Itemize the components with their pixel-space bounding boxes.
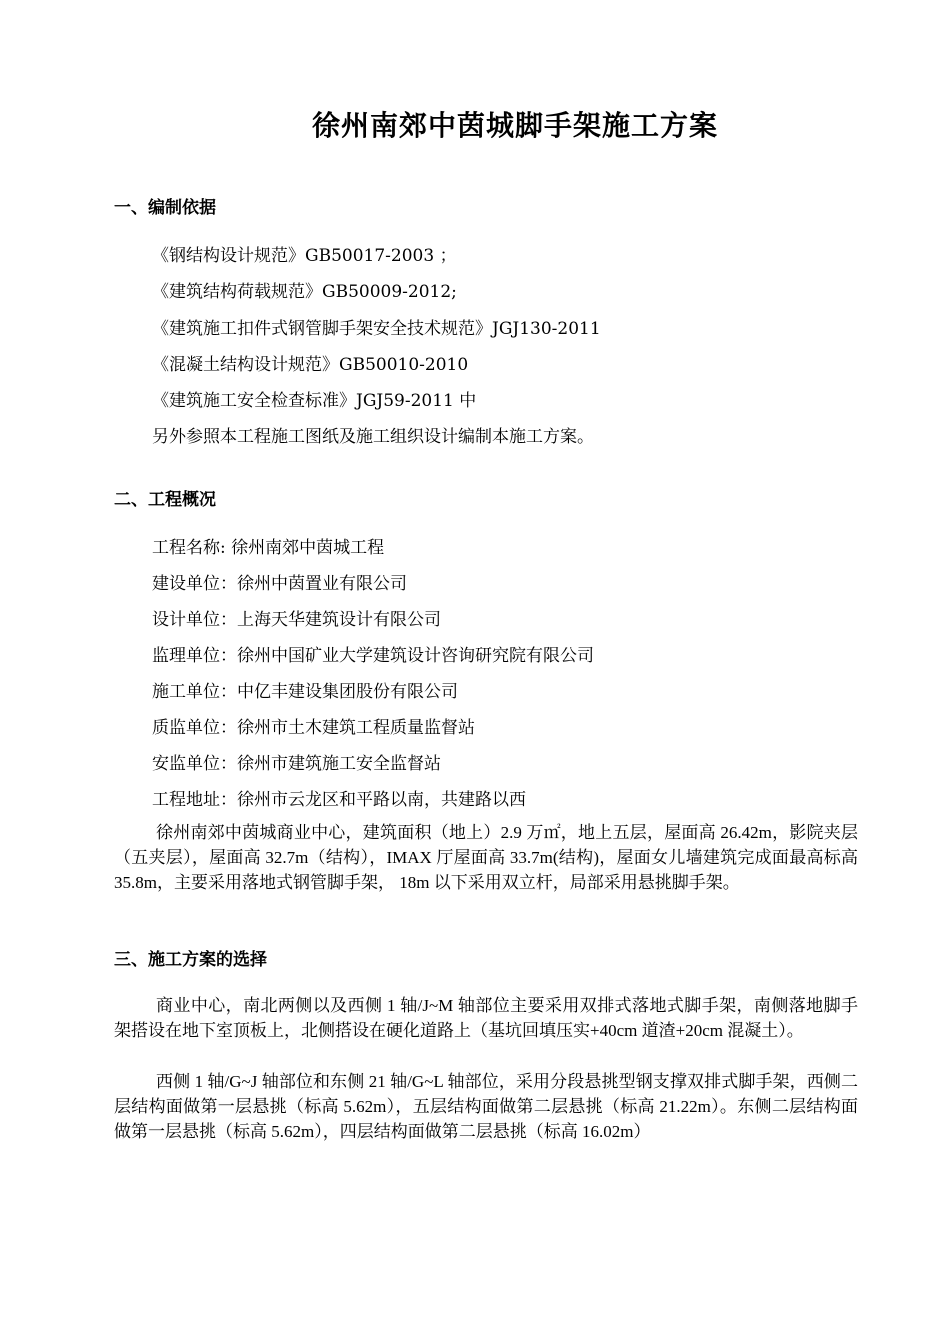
basis-item: 《建筑结构荷载规范》GB50009-2012; xyxy=(152,282,457,302)
basis-item: 《混凝土结构设计规范》GB50010-2010 xyxy=(152,355,469,375)
section-heading-basis: 一、编制依据 xyxy=(114,198,216,218)
overview-item: 工程地址：徐州市云龙区和平路以南，共建路以西 xyxy=(152,790,526,810)
overview-item: 建设单位：徐州中茵置业有限公司 xyxy=(152,574,407,594)
section-heading-overview: 二、工程概况 xyxy=(114,490,216,510)
overview-item: 监理单位：徐州中国矿业大学建筑设计咨询研究院有限公司 xyxy=(152,646,594,666)
scheme-paragraph-1: 商业中心，南北两侧以及西侧 1 轴/J~M 轴部位主要采用双排式落地式脚手架，南侧落地脚手架搭设在地下室顶板上，北侧搭设在硬化道路上（基坑回填压实+40cm 道渣+20cm 混凝土）。 xyxy=(114,996,858,1040)
overview-item: 施工单位：中亿丰建设集团股份有限公司 xyxy=(152,682,458,702)
overview-paragraph: 徐州南郊中茵城商业中心，建筑面积（地上）2.9 万㎡，地上五层，屋面高 26.42m，影院夹层（五夹层），屋面高 32.7m（结构），IMAX 厅屋面高 33.7m(结构)，屋面女儿墙建筑完成面最高标高 35.8m，主要采用落地式钢管脚手架， 18m 以下采用双立杆，局部采用悬挑脚手架。 xyxy=(114,823,858,892)
page-title: 徐州南郊中茵城脚手架施工方案 xyxy=(311,109,718,142)
overview-item: 设计单位：上海天华建筑设计有限公司 xyxy=(152,610,441,630)
section-heading-scheme: 三、施工方案的选择 xyxy=(114,950,267,970)
scheme-paragraph-2: 西侧 1 轴/G~J 轴部位和东侧 21 轴/G~L 轴部位，采用分段悬挑型钢支撑双排式脚手架，西侧二层结构面做第一层悬挑（标高 5.62m），五层结构面做第二层悬挑（标高 21.22m）。东侧二层结构面做第一层悬挑（标高 5.62m），四层结构面做第二层悬挑（标高 16.02m） xyxy=(114,1072,858,1141)
basis-item: 另外参照本工程施工图纸及施工组织设计编制本施工方案。 xyxy=(152,427,594,447)
overview-item: 安监单位：徐州市建筑施工安全监督站 xyxy=(152,754,441,774)
overview-item: 质监单位：徐州市土木建筑工程质量监督站 xyxy=(152,718,475,738)
overview-item: 工程名称: 徐州南郊中茵城工程 xyxy=(152,538,385,558)
basis-item: 《建筑施工安全检查标准》JGJ59-2011 中 xyxy=(152,391,477,411)
basis-item: 《钢结构设计规范》GB50017-2003 ； xyxy=(152,246,457,266)
basis-item: 《建筑施工扣件式钢管脚手架安全技术规范》JGJ130-2011 xyxy=(152,319,601,339)
